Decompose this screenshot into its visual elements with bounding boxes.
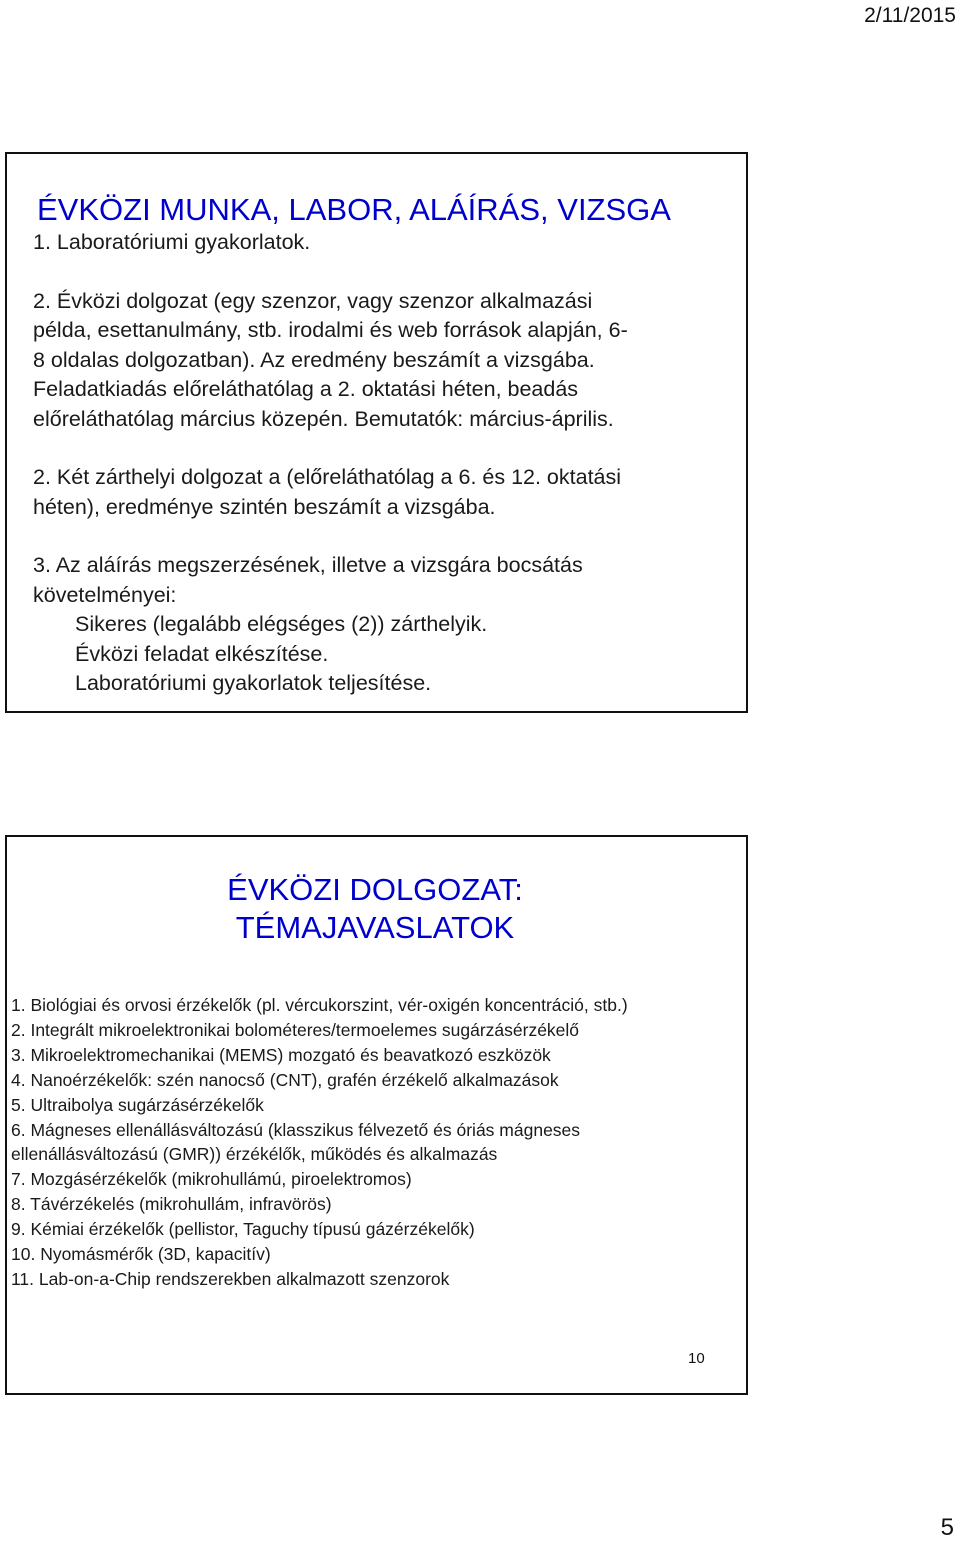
topic-item: 3. Mikroelektromechanikai (MEMS) mozgató és beavatkozó eszközök bbox=[11, 1044, 551, 1065]
topic-list bbox=[11, 993, 741, 1292]
list-item-line: 3. Az aláírás megszerzésének, illetve a vizsgára bocsátás bbox=[33, 553, 583, 577]
page-number: 5 bbox=[940, 1514, 954, 1541]
slide-title: ÉVKÖZI MUNKA, LABOR, ALÁÍRÁS, VIZSGA bbox=[37, 192, 671, 227]
topic-item: 2. Integrált mikroelektronikai bolométeres/termoelemes sugárzásérzékelő bbox=[11, 1019, 580, 1040]
topic-item: 5. Ultraibolya sugárzásérzékelők bbox=[11, 1094, 264, 1115]
slide-title-line: TÉMAJAVASLATOK bbox=[235, 910, 515, 945]
slide-number: 10 bbox=[688, 1350, 705, 1367]
slide-title-line: ÉVKÖZI DOLGOZAT: bbox=[227, 872, 523, 907]
slide-topic-suggestions bbox=[5, 835, 748, 1395]
list-item-line: Feladatkiadás előreláthatólag a 2. oktatási héten, beadás bbox=[33, 377, 579, 401]
header-date: 2/11/2015 bbox=[864, 4, 956, 27]
topic-item: 4. Nanoérzékelők: szén nanocső (CNT), grafén érzékelő alkalmazások bbox=[11, 1069, 559, 1090]
topic-item: 9. Kémiai érzékelők (pellistor, Taguchy típusú gázérzékelők) bbox=[11, 1219, 475, 1240]
slide-body bbox=[33, 228, 723, 699]
requirement-item: Sikeres (legalább elégséges (2)) zárthelyik. bbox=[75, 612, 488, 636]
topic-item: 6. Mágneses ellenállásváltozású (klasszikus félvezető és óriás mágneses bbox=[11, 1119, 581, 1140]
topic-item: 11. Lab-on-a-Chip rendszerekben alkalmazott szenzorok bbox=[11, 1268, 450, 1289]
topic-item: 7. Mozgásérzékelők (mikrohullámú, piroelektromos) bbox=[11, 1169, 412, 1190]
spacer bbox=[33, 258, 723, 287]
list-item-line: példa, esettanulmány, stb. irodalmi és web források alapján, 6- bbox=[33, 318, 628, 342]
requirement-item: Laboratóriumi gyakorlatok teljesítése. bbox=[75, 671, 432, 695]
slide-work-requirements bbox=[5, 152, 748, 713]
topic-item: 8. Távérzékelés (mikrohullám, infravörös) bbox=[11, 1194, 332, 1215]
list-item-line: héten), eredménye szintén beszámít a vizsgába. bbox=[33, 494, 496, 519]
slide-title bbox=[7, 871, 748, 947]
list-item-line: 2. Két zárthelyi dolgozat a (előreláthatólag a 6. és 12. oktatási bbox=[33, 465, 622, 489]
requirement-item: Évközi feladat elkészítése. bbox=[75, 641, 329, 666]
spacer bbox=[33, 434, 723, 463]
list-item-line: 2. Évközi dolgozat (egy szenzor, vagy szenzor alkalmazási bbox=[33, 288, 593, 313]
topic-item: ellenállásváltozású (GMR)) érzékélők, működés és alkalmazás bbox=[11, 1144, 498, 1165]
list-item-line: követelményei: bbox=[33, 582, 177, 607]
list-item-line: 8 oldalas dolgozatban). Az eredmény beszámít a vizsgába. bbox=[33, 347, 595, 372]
list-item-line: előreláthatólag március közepén. Bemutatók: március-április. bbox=[33, 406, 614, 431]
topic-item: 10. Nyomásmérők (3D, kapacitív) bbox=[11, 1244, 271, 1265]
topic-item: 1. Biológiai és orvosi érzékelők (pl. vércukorszint, vér-oxigén koncentráció, stb.) bbox=[11, 995, 628, 1015]
list-item: 1. Laboratóriumi gyakorlatok. bbox=[33, 230, 311, 254]
spacer bbox=[33, 522, 723, 551]
